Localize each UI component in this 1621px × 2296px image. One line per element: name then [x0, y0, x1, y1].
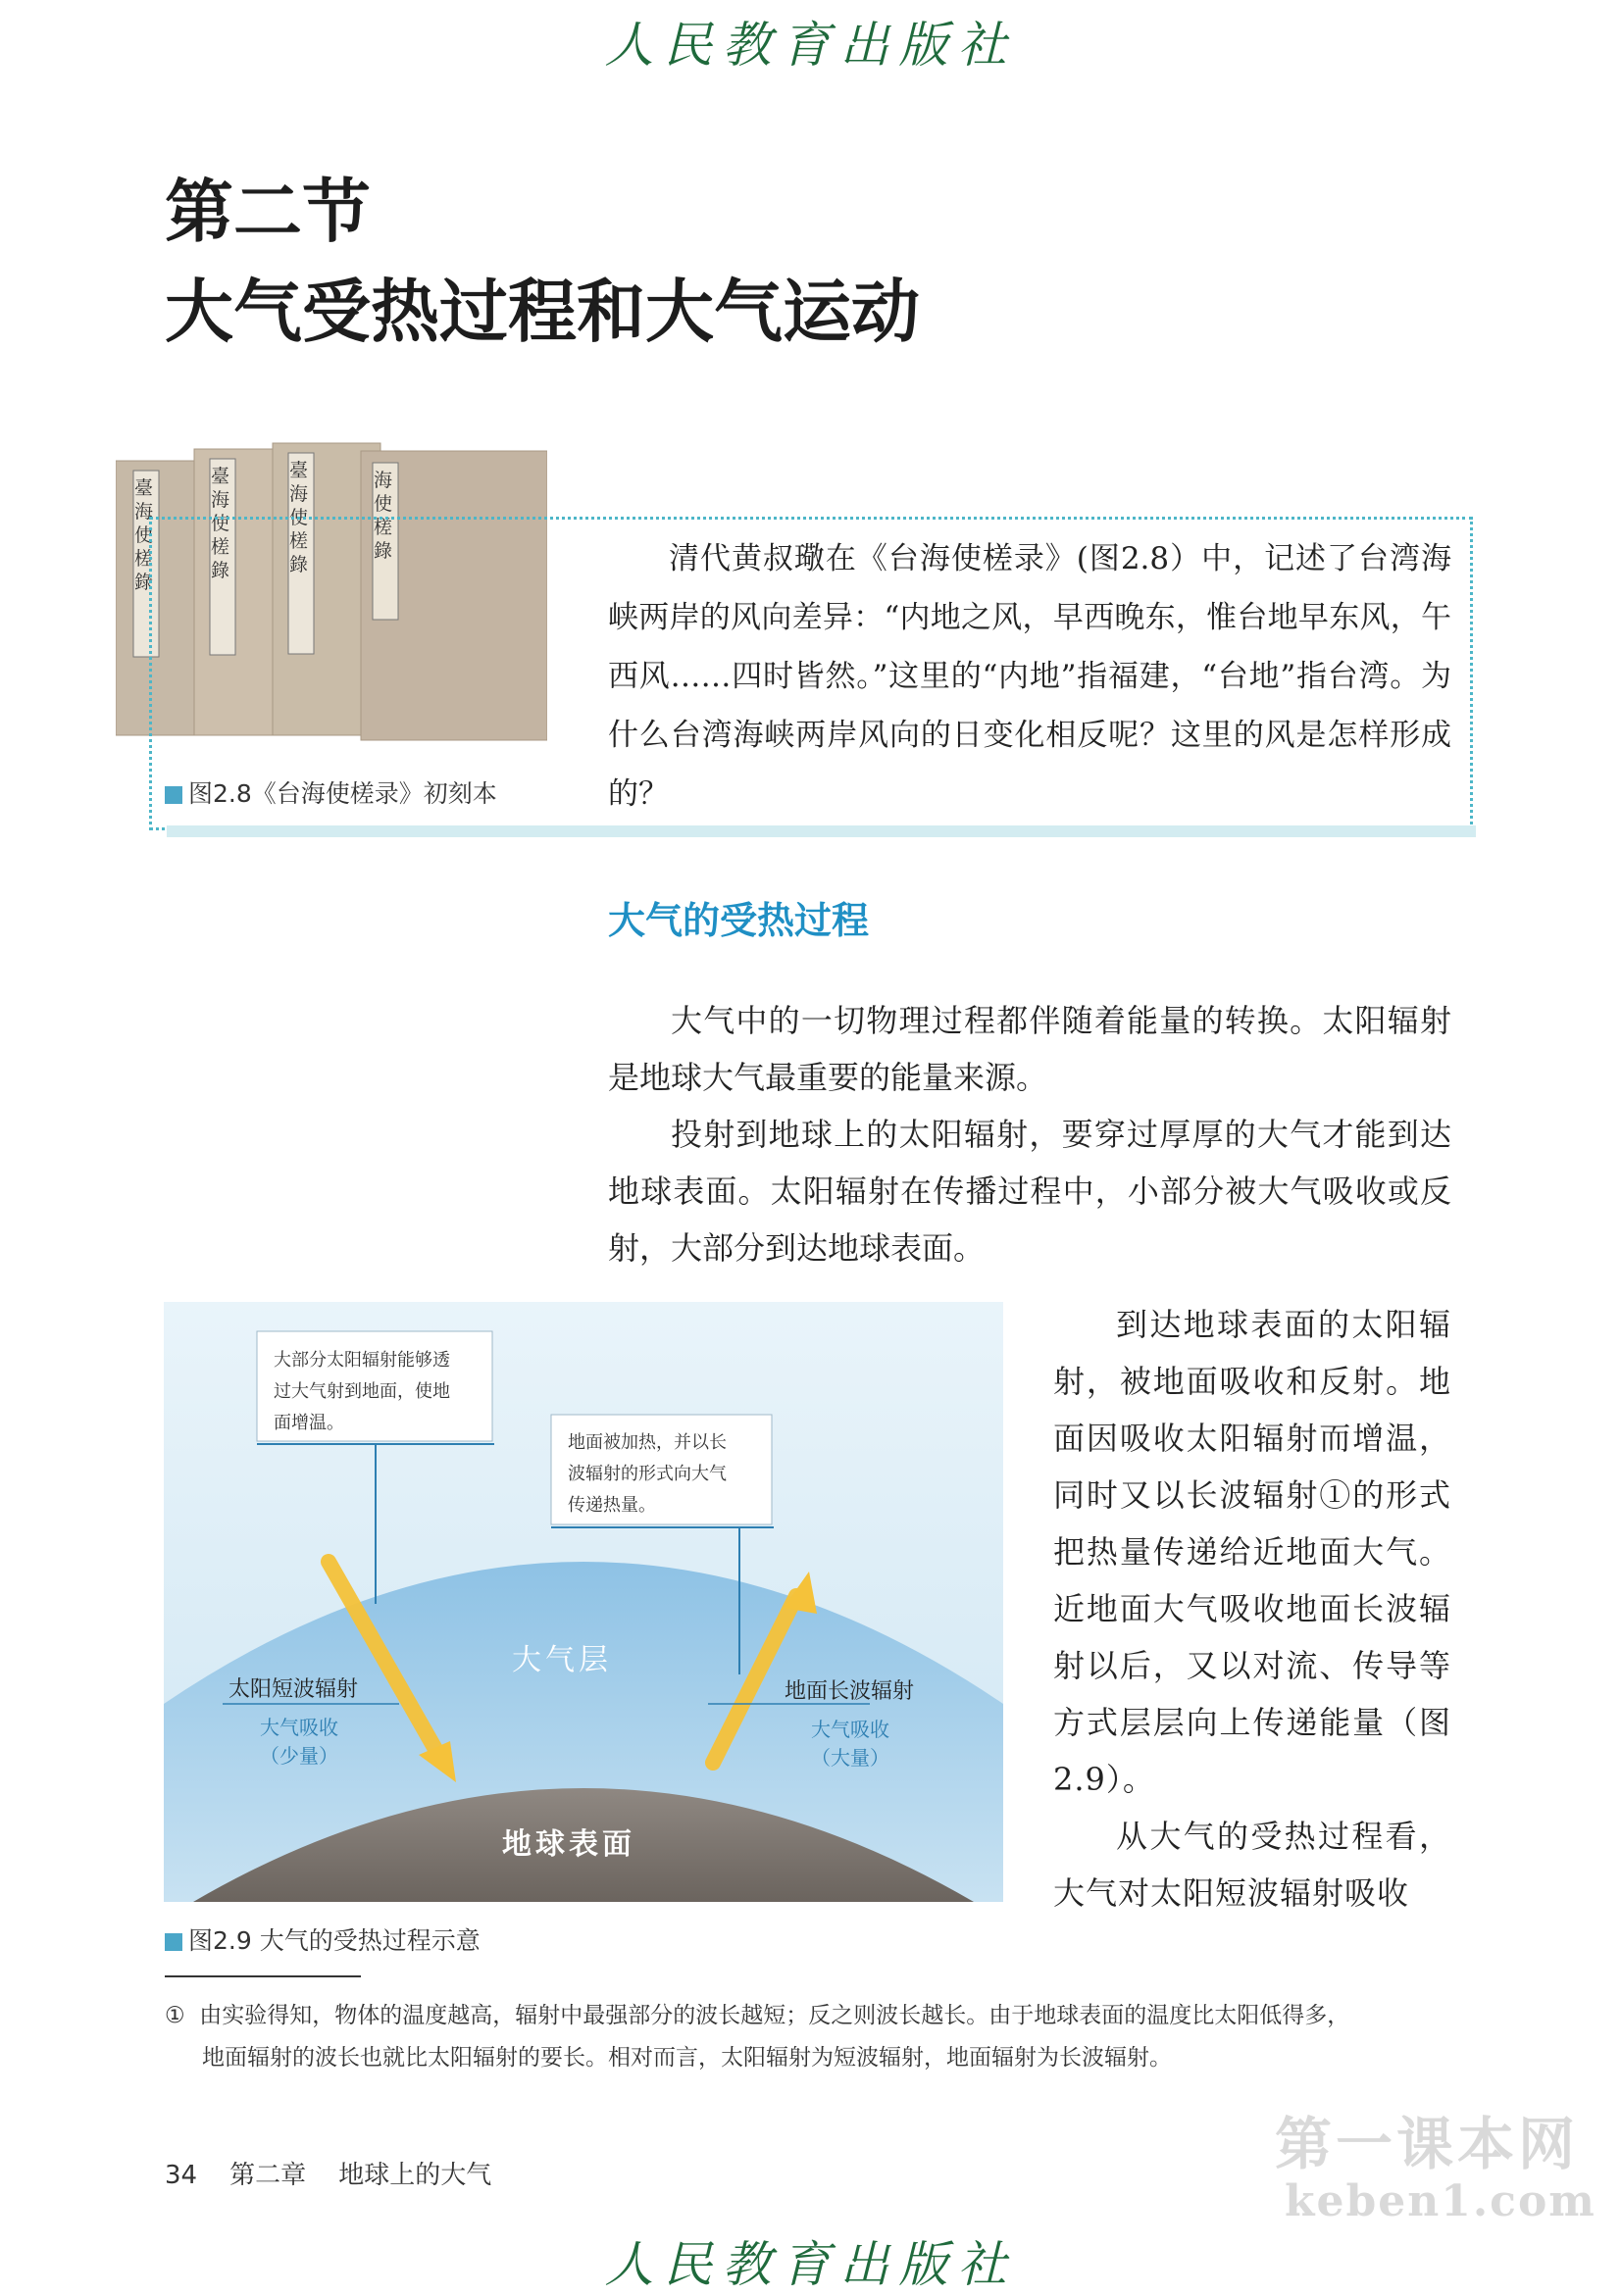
main-text [608, 992, 1451, 1276]
watermark-url: keben1.com [1285, 2176, 1596, 2226]
book-spine-2: 臺海使槎錄 [211, 466, 230, 581]
page-footer [165, 2155, 491, 2191]
callout-right: 地面被加热，并以长 波辐射的形式向大气 传递热量。 [568, 1432, 727, 1516]
callout-left: 大部分太阳辐射能够透 过大气射到地面，使地 面增温。 [274, 1350, 450, 1433]
intro-text: 清代黄叔璥在《台海使槎录》(图2.8）中，记述了台湾海峡两岸的风向差异：“内地之风，早西晚东，惟台地早东风，午西风……四时皆然。”这里的“内地”指福建，“台地”指台湾。为什么台湾海峡两岸风向的日变化相反呢？这里的风是怎样形成的？ [608, 541, 1451, 812]
solar-absorb-label: 大气吸收 （少量） [260, 1716, 338, 1768]
section-title: 大气受热过程和大气运动 [165, 271, 920, 352]
atmosphere-label: 大气层 [512, 1643, 612, 1677]
section-number: 第二节 [165, 171, 371, 252]
side-text [1053, 1296, 1451, 1922]
footnote-marker: ① [165, 2003, 185, 2028]
chapter-number: 第二章 [229, 2161, 307, 2190]
chapter-title: 地球上的大气 [338, 2161, 492, 2190]
ground-radiation-label: 地面长波辐射 [785, 1679, 915, 1704]
subsection-heading: 大气的受热过程 [608, 899, 870, 942]
book-spine-4: 海使槎錄 [374, 470, 393, 562]
book-spine-3: 臺海使槎錄 [289, 460, 309, 575]
figure-2-9-diagram [164, 1302, 1003, 1902]
book-spine-1: 臺海使槎錄 [134, 477, 154, 593]
side-paragraph-2: 从大气的受热过程看，大气对太阳短波辐射吸收 [1053, 1818, 1451, 1912]
caption-square-icon [165, 1933, 182, 1951]
paragraph-2: 投射到地球上的太阳辐射，要穿过厚厚的大气才能到达地球表面。太阳辐射在传播过程中，小部分被大气吸收或反射，大部分到达地球表面。 [608, 1116, 1451, 1267]
page-number: 34 [165, 2161, 198, 2190]
ground-label: 地球表面 [502, 1827, 635, 1862]
intro-box-shadow [167, 825, 1476, 837]
footnote [165, 1995, 1459, 2079]
paragraph-1: 大气中的一切物理过程都伴随着能量的转换。太阳辐射是地球大气最重要的能量来源。 [608, 1002, 1451, 1096]
ground-absorb-label: 大气吸收 （大量） [811, 1718, 889, 1770]
figure-2-8-caption: 图2.8《台海使槎录》初刻本 [165, 774, 497, 810]
side-paragraph-1: 到达地球表面的太阳辐射，被地面吸收和反射。地面因吸收太阳辐射而增温，同时又以长波辐射①的形式把热量传递给近地面大气。近地面大气吸收地面长波辐射以后，又以对流、传导等方式层层向上传递能量（图2.9）。 [1053, 1306, 1451, 1798]
figure-2-9-caption: 图2.9 大气的受热过程示意 [165, 1922, 481, 1957]
publisher-logo-top: 人民教育出版社 [604, 17, 1017, 74]
footnote-line-1: 由实验得知，物体的温度越高，辐射中最强部分的波长越短；反之则波长越长。由于地球表面的温度比太阳低得多， [199, 2003, 1350, 2028]
footnote-divider [165, 1975, 361, 1977]
watermark-title: 第一课本网 [1275, 2111, 1580, 2177]
footnote-line-2: 地面辐射的波长也就比太阳辐射的要长。相对而言，太阳辐射为短波辐射，地面辐射为长波辐射。 [202, 2045, 1172, 2071]
publisher-logo-bottom: 人民教育出版社 [604, 2236, 1017, 2293]
solar-radiation-label: 太阳短波辐射 [228, 1677, 359, 1702]
